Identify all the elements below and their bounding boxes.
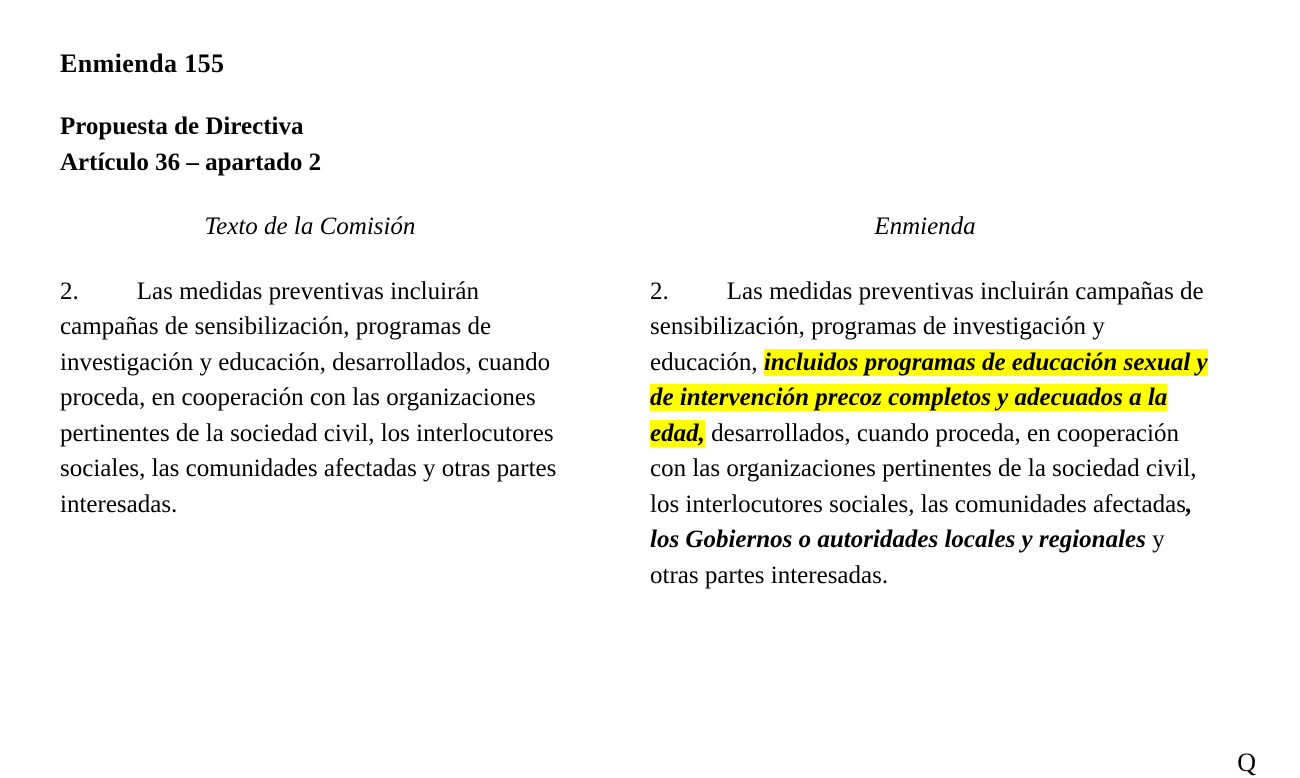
two-column-comparison — [60, 212, 1240, 594]
commission-text-column — [60, 212, 650, 594]
amendment-text-paragraph — [650, 274, 1210, 594]
amendment-heading: Enmienda 155 — [60, 49, 225, 78]
amendment-segment-1: Las medidas preventivas incluirán campañas de sensibilización, programas de investigación y educación, — [650, 277, 1204, 376]
amendment-segment-4-inserted: , los Gobiernos o autoridades locales y regionales — [650, 490, 1193, 554]
commission-paragraph-body: Las medidas preventivas incluirán campañas de sensibilización, programas de investigación y educación, desarrollados, cuando proceda, en cooperación con las organizaciones pertinentes de la sociedad civil, los interlocutores sociales, las comunidades afectadas y otras partes interesadas. — [60, 277, 557, 518]
commission-paragraph-number: 2. — [60, 277, 79, 305]
proposal-line-1: Propuesta de Directiva — [60, 113, 304, 141]
proposal-reference — [60, 109, 1240, 182]
amendment-segment-5: y otras partes interesadas. — [650, 526, 1165, 589]
commission-text-paragraph — [60, 274, 560, 523]
page-corner-mark: Q — [1237, 748, 1256, 777]
proposal-line-2: Artículo 36 – apartado 2 — [60, 149, 322, 177]
amendment-segment-3: desarrollados, cuando proceda, en cooperación con las organizaciones pertinentes de la sociedad civil, los interlocutores sociales, las comunidades afectadas — [650, 419, 1197, 518]
amendment-paragraph-number: 2. — [650, 277, 669, 305]
amendment-segment-2-inserted-highlight: incluidos programas de educación sexual y de intervención precoz completos y adecuados a la edad, — [650, 348, 1208, 447]
amendment-text-column — [650, 212, 1240, 594]
amendment-text-heading: Enmienda — [874, 212, 976, 240]
commission-text-heading: Texto de la Comisión — [204, 212, 416, 240]
